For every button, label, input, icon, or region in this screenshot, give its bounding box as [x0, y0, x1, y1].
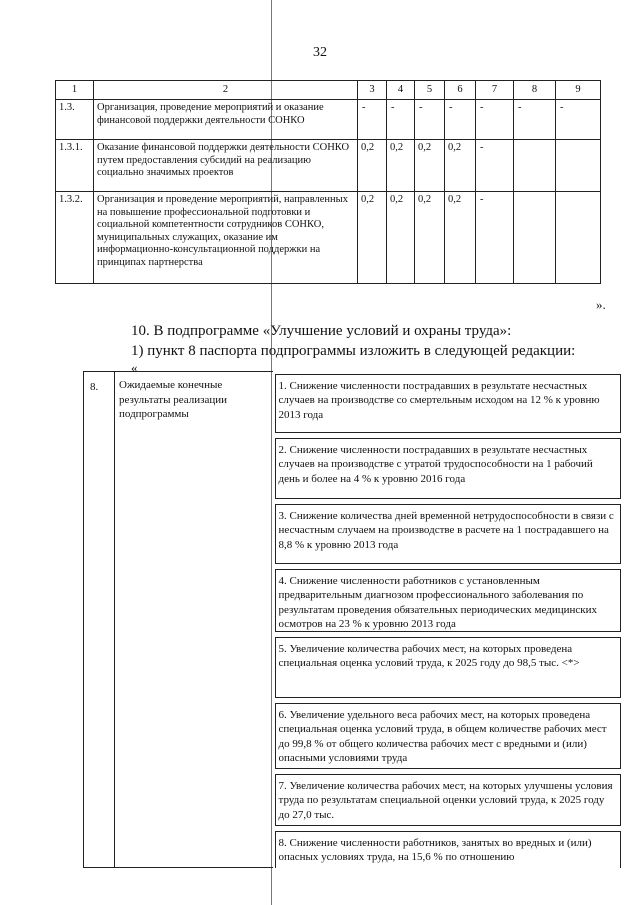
row-number: 1.3.2.: [56, 192, 94, 284]
list-item: 1. Снижение численности пострадавших в результате несчастных случаев на производстве со смертельным исходом на 12 % к уровню 2013 года: [275, 374, 621, 433]
cell-value: [514, 192, 556, 284]
col-header: 1: [56, 81, 94, 100]
col-header: 7: [476, 81, 514, 100]
cell-value: -: [476, 192, 514, 284]
row-text: Организация, проведение мероприятий и оказание финансовой поддержки деятельности СОНКО: [94, 100, 358, 140]
list-item: 4. Снижение численности работников с установленным предварительным диагнозом профессионального заболевания по результатам проведения обязательных периодических медицинских осмотров на 23 % к уровню 2013 года: [275, 569, 621, 632]
table-row: [56, 140, 601, 192]
cell-value: 0,2: [445, 192, 476, 284]
cell-value: -: [556, 100, 601, 140]
col-header: 8: [514, 81, 556, 100]
col-header: 2: [94, 81, 358, 100]
cell-value: 0,2: [358, 140, 387, 192]
cell-value: [556, 192, 601, 284]
list-item: 8. Снижение численности работников, занятых во вредных и (или) опасных условиях труда, на 15,6 % по отношению: [275, 831, 621, 868]
cell-value: [556, 140, 601, 192]
row-number: 1.3.1.: [56, 140, 94, 192]
col-header: 4: [387, 81, 415, 100]
row-text: Оказание финансовой поддержки деятельности СОНКО путем предоставления субсидий на реализацию социально значимых проектов: [94, 140, 358, 192]
cell-value: -: [415, 100, 445, 140]
table-row: [56, 100, 601, 140]
cell-value: 0,2: [387, 192, 415, 284]
closing-quote: ».: [596, 297, 606, 312]
row-text: Организация и проведение мероприятий, направленных на повышение профессиональной подготовки и социальной компетентности сотрудников СОНКО, муниципальных служащих, оказание им информационно-консультационной поддержки на принципах партнерства: [94, 192, 358, 284]
cell-value: 0,2: [415, 192, 445, 284]
row-number: 1.3.: [56, 100, 94, 140]
cell-value: 0,2: [415, 140, 445, 192]
results-cell: [273, 372, 621, 868]
passport-table: [83, 371, 621, 868]
col-header: 6: [445, 81, 476, 100]
cell-value: [514, 140, 556, 192]
opening-quote: «: [131, 360, 138, 375]
cell-value: 0,2: [387, 140, 415, 192]
cell-value: -: [445, 100, 476, 140]
program-measures-table: [55, 80, 601, 284]
list-item: 7. Увеличение количества рабочих мест, на которых улучшены условия труда по результатам специальной оценки условий труда, к 2025 году до 27,0 тыс.: [275, 774, 621, 826]
table-row: [84, 372, 621, 868]
page-number: 32: [313, 45, 327, 60]
table-header-row: [56, 81, 601, 100]
cell-value: 0,2: [358, 192, 387, 284]
cell-value: -: [476, 100, 514, 140]
col-header: 3: [358, 81, 387, 100]
section-subheading: 1) пункт 8 паспорта подпрограммы изложить в следующей редакции:: [131, 343, 576, 359]
list-item: 3. Снижение количества дней временной нетрудоспособности в связи с несчастным случаем на производстве в расчете на 1 пострадавшего на 8,8 % к уровню 2013 года: [275, 504, 621, 564]
col-header: 5: [415, 81, 445, 100]
col-header: 9: [556, 81, 601, 100]
list-item: 5. Увеличение количества рабочих мест, на которых проведена специальная оценка условий труда, к 2025 году до 98,5 тыс. <*>: [275, 637, 621, 698]
cell-value: -: [358, 100, 387, 140]
cell-value: 0,2: [445, 140, 476, 192]
cell-value: -: [387, 100, 415, 140]
results-list: [275, 374, 621, 868]
table-row: [56, 192, 601, 284]
section-heading: 10. В подпрограмме «Улучшение условий и охраны труда»:: [131, 323, 512, 339]
cell-value: -: [514, 100, 556, 140]
row-label: Ожидаемые конечные результаты реализации подпрограммы: [115, 372, 273, 868]
list-item: 2. Снижение численности пострадавших в результате несчастных случаев на производстве с утратой трудоспособности на 1 рабочий день и более на 4 % к уровню 2016 года: [275, 438, 621, 499]
list-item: 6. Увеличение удельного веса рабочих мест, на которых проведена специальная оценка условий труда, в общем количестве рабочих мест до 99,8 % от общего количества рабочих мест с вредными и (или) опасными условиями труда: [275, 703, 621, 769]
cell-value: -: [476, 140, 514, 192]
row-number: 8.: [84, 372, 115, 868]
